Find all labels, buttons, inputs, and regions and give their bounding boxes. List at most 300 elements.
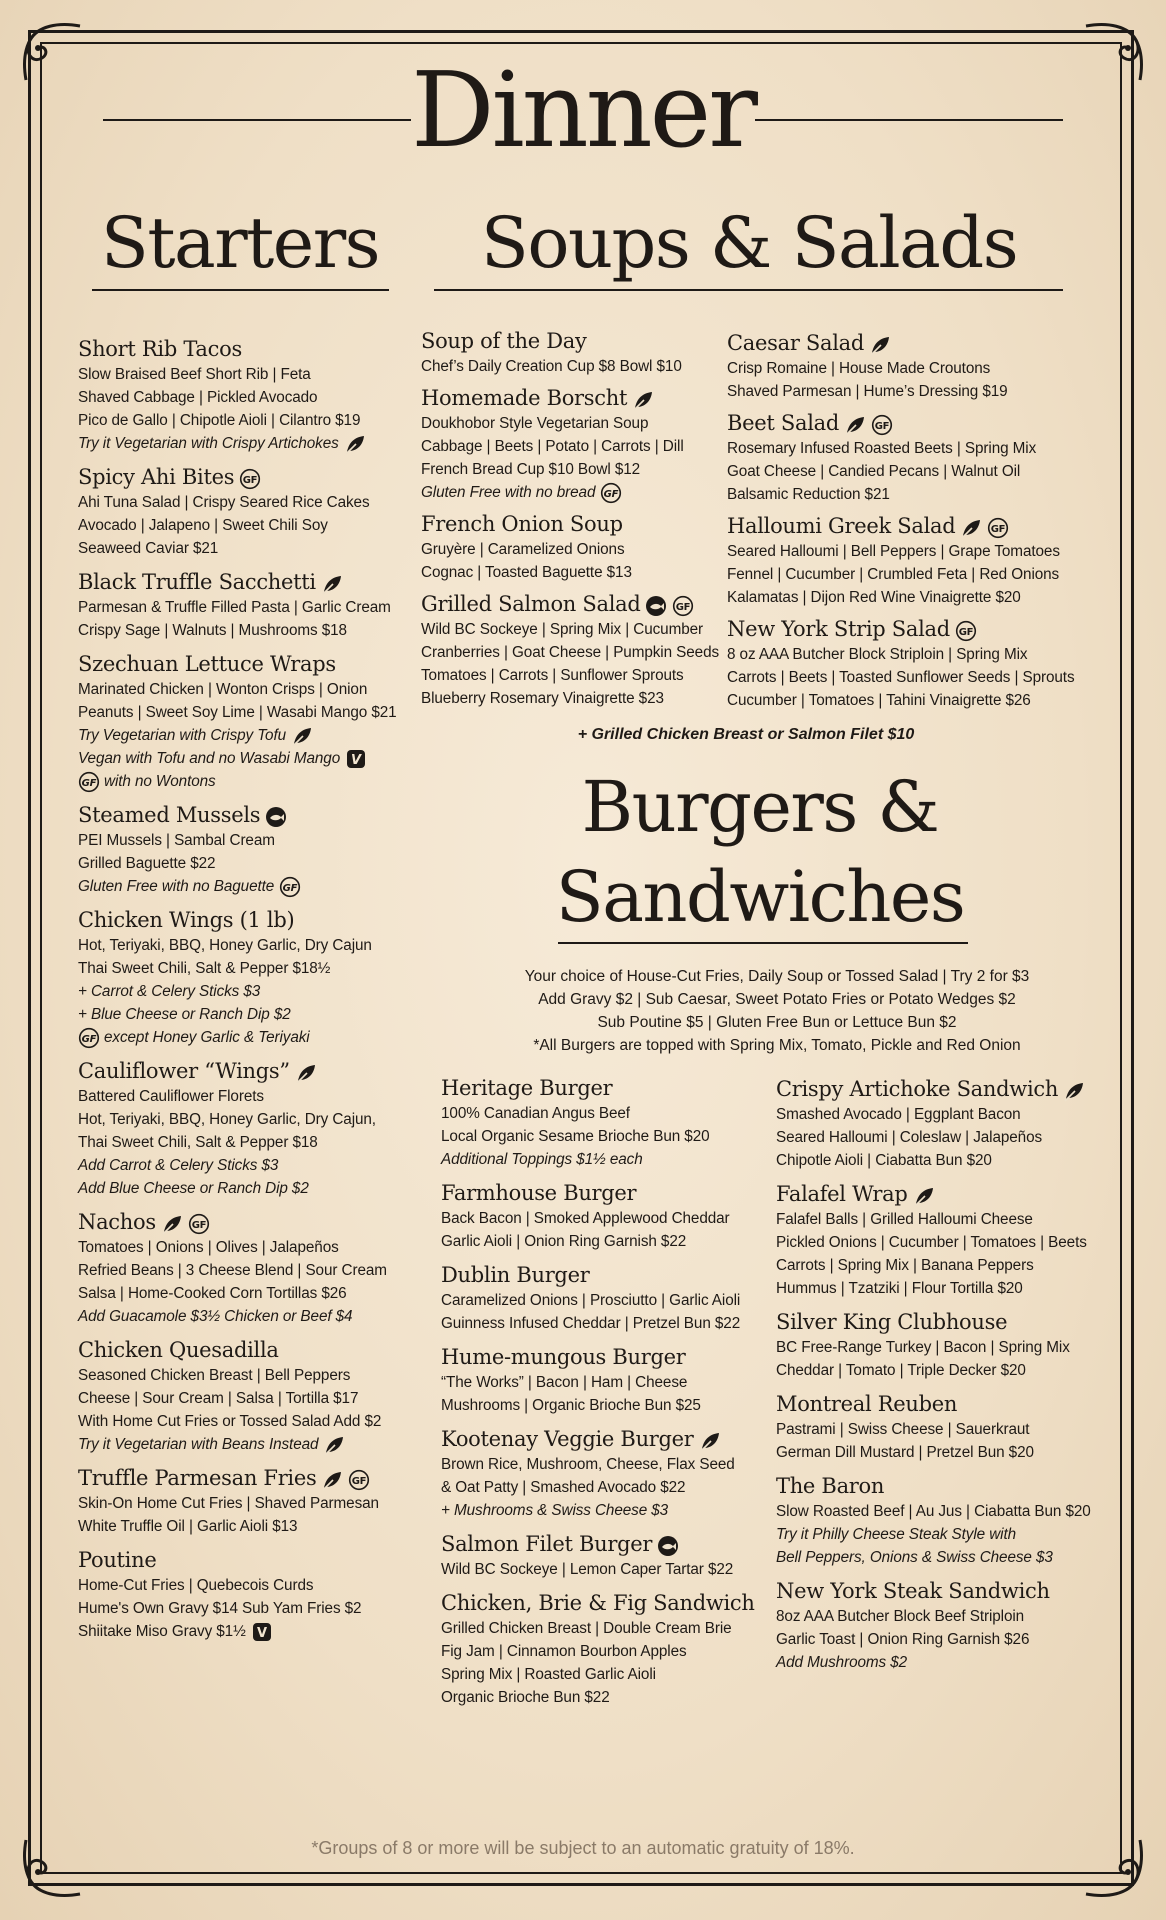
menu-item-name	[727, 410, 1072, 437]
menu-item-szechuan-lettuce-wraps	[78, 651, 408, 793]
menu-item-note	[78, 1026, 408, 1049]
gf-icon	[78, 1027, 100, 1049]
gf-icon	[239, 468, 261, 490]
menu-item-description	[727, 689, 1072, 712]
line-text: Crisp Romaine | House Made Croutons	[727, 360, 991, 377]
menu-item-name-text: Kootenay Veggie Burger	[441, 1427, 694, 1451]
line-text: Wild BC Sockeye | Lemon Caper Tartar $22	[441, 1561, 734, 1578]
menu-item-cauliflower-wings	[78, 1058, 408, 1200]
menu-item-name	[441, 1531, 771, 1558]
line-text: Hot, Teriyaki, BBQ, Honey Garlic, Dry Cajun	[78, 937, 372, 954]
burgers-note: Add Gravy $2 | Sub Caesar, Sweet Potato Fries or Potato Wedges $2	[538, 991, 1016, 1008]
menu-item-note	[78, 1154, 408, 1177]
menu-item-description	[421, 687, 721, 710]
menu-item-spicy-ahi-bites	[78, 464, 408, 560]
menu-item-name-text: Poutine	[78, 1548, 157, 1572]
svg-text:GF: GF	[282, 882, 298, 894]
menu-item-description	[421, 561, 721, 584]
menu-item-description	[776, 1103, 1116, 1126]
menu-item-halloumi-greek-salad	[727, 513, 1072, 609]
line-text: BC Free-Range Turkey | Bacon | Spring Mix	[776, 1339, 1070, 1356]
menu-item-short-rib-tacos	[78, 336, 408, 455]
svg-text:GF: GF	[243, 474, 258, 486]
menu-item-description	[78, 1259, 408, 1282]
line-text: Cabbage | Beets | Potato | Carrots | Dill	[421, 438, 684, 455]
starters-rule	[92, 289, 389, 291]
menu-item-description	[78, 1620, 408, 1643]
menu-item-description	[421, 458, 721, 481]
line-text: Additional Toppings $1½ each	[441, 1151, 643, 1168]
menu-title: Dinner	[411, 49, 755, 171]
menu-item-description	[727, 460, 1072, 483]
line-text: Organic Brioche Bun $22	[441, 1689, 610, 1706]
menu-item-description	[776, 1231, 1116, 1254]
menu-item-beet-salad	[727, 410, 1072, 506]
menu-item-description	[78, 1515, 408, 1538]
menu-item-black-truffle-sacchetti	[78, 569, 408, 642]
menu-item-description	[421, 538, 721, 561]
seafood-icon	[645, 595, 667, 617]
menu-item-grilled-salmon-salad	[421, 591, 721, 710]
starters-heading: Starters	[100, 202, 380, 284]
menu-item-dublin-burger	[441, 1262, 771, 1335]
menu-item-description	[441, 1476, 771, 1499]
menu-item-name	[441, 1075, 771, 1102]
title-rule-right	[755, 119, 1063, 121]
menu-item-name-text: Chicken Quesadilla	[78, 1338, 279, 1362]
line-text: Smashed Avocado | Eggplant Bacon	[776, 1106, 1021, 1123]
menu-item-description	[421, 435, 721, 458]
line-text: Pickled Onions | Cucumber | Tomatoes | Beets	[776, 1234, 1087, 1251]
svg-text:GF: GF	[991, 523, 1006, 535]
line-text: Gluten Free with no Baguette	[78, 878, 275, 895]
menu-item-description	[441, 1230, 771, 1253]
menu-item-name-text: Farmhouse Burger	[441, 1181, 637, 1205]
menu-item-name	[421, 328, 721, 355]
line-text: Rosemary Infused Roasted Beets | Spring Mix	[727, 440, 1037, 457]
menu-item-name-text: Silver King Clubhouse	[776, 1310, 1008, 1334]
leaf-icon	[869, 334, 891, 356]
menu-item-steamed-mussels	[78, 802, 408, 898]
menu-item-name	[776, 1309, 1116, 1336]
menu-item-nachos	[78, 1209, 408, 1328]
menu-item-description	[78, 363, 408, 386]
menu-item-description	[441, 1640, 771, 1663]
menu-item-description	[421, 664, 721, 687]
menu-item-description	[727, 666, 1075, 689]
line-text: White Truffle Oil | Garlic Aioli $13	[78, 1518, 298, 1535]
menu-item-note	[776, 1546, 1116, 1569]
gf-icon	[871, 414, 893, 436]
menu-item-note	[441, 1499, 771, 1522]
leaf-icon	[323, 1434, 345, 1456]
menu-item-name-text: Chicken, Brie & Fig Sandwich	[441, 1591, 755, 1615]
line-text: German Dill Mustard | Pretzel Bun $20	[776, 1444, 1034, 1461]
menu-item-description	[441, 1289, 771, 1312]
seafood-icon	[657, 1535, 679, 1557]
line-text: Seasoned Chicken Breast | Bell Peppers	[78, 1367, 351, 1384]
menu-item-name	[78, 1058, 408, 1085]
menu-item-name-text: The Baron	[776, 1474, 885, 1498]
menu-item-name-text: New York Strip Salad	[727, 617, 950, 641]
line-text: Spring Mix | Roasted Garlic Aioli	[441, 1666, 656, 1683]
line-text: Try it Vegetarian with Crispy Artichokes	[78, 435, 339, 452]
burgers-notes	[440, 965, 1114, 1057]
line-text: Garlic Aioli | Onion Ring Garnish $22	[441, 1233, 687, 1250]
burgers-right-column	[776, 1076, 1116, 1683]
line-text: Chef’s Daily Creation Cup $8 Bowl $10	[421, 358, 682, 375]
menu-item-description	[441, 1394, 771, 1417]
line-text: Cucumber | Tomatoes | Tahini Vinaigrette $26	[727, 692, 1031, 709]
line-text: & Oat Patty | Smashed Avocado $22	[441, 1479, 686, 1496]
menu-item-description	[776, 1359, 1116, 1382]
menu-item-description	[727, 483, 1072, 506]
menu-item-description	[776, 1500, 1116, 1523]
menu-item-name	[78, 1547, 408, 1574]
menu-item-name	[441, 1262, 771, 1289]
menu-item-silver-king-clubhouse	[776, 1309, 1116, 1382]
menu-item-description	[776, 1418, 1116, 1441]
menu-item-description	[78, 619, 408, 642]
line-text: Cranberries | Goat Cheese | Pumpkin Seeds	[421, 644, 720, 661]
leaf-icon	[960, 517, 982, 539]
line-text: Goat Cheese | Candied Pecans | Walnut Oil	[727, 463, 1021, 480]
line-text: Hume's Own Gravy $14 Sub Yam Fries $2	[78, 1600, 362, 1617]
soups-salads-rule	[434, 289, 1063, 291]
line-text: Peanuts | Sweet Soy Lime | Wasabi Mango $21	[78, 704, 397, 721]
menu-item-truffle-parmesan-fries	[78, 1465, 408, 1538]
line-text: Try Vegetarian with Crispy Tofu	[78, 727, 287, 744]
line-text: Chipotle Aioli | Ciabatta Bun $20	[776, 1152, 992, 1169]
line-text: Falafel Balls | Grilled Halloumi Cheese	[776, 1211, 1033, 1228]
line-text: With Home Cut Fries or Tossed Salad Add $2	[78, 1413, 382, 1430]
line-text: Pastrami | Swiss Cheese | Sauerkraut	[776, 1421, 1030, 1438]
line-text: Gruyère | Caramelized Onions	[421, 541, 625, 558]
line-text: + Mushrooms & Swiss Cheese $3	[441, 1502, 669, 1519]
menu-item-description	[78, 1597, 408, 1620]
menu-item-description	[776, 1628, 1116, 1651]
line-text: Seared Halloumi | Bell Peppers | Grape Tomatoes	[727, 543, 1060, 560]
line-text: Ahi Tuna Salad | Crispy Seared Rice Cakes	[78, 494, 370, 511]
menu-item-heritage-burger	[441, 1075, 771, 1171]
line-text: Kalamatas | Dijon Red Wine Vinaigrette $20	[727, 589, 1021, 606]
line-text: Seaweed Caviar $21	[78, 540, 219, 557]
menu-item-description	[441, 1102, 771, 1125]
menu-item-description	[727, 540, 1072, 563]
menu-item-name	[421, 385, 721, 412]
line-text: Caramelized Onions | Prosciutto | Garlic Aioli	[441, 1292, 741, 1309]
line-text: French Bread Cup $10 Bowl $12	[421, 461, 641, 478]
menu-item-name	[78, 1465, 408, 1492]
line-text: Hummus | Tzatziki | Flour Tortilla $20	[776, 1280, 1023, 1297]
menu-item-description	[441, 1686, 771, 1709]
menu-item-description	[776, 1605, 1116, 1628]
line-text: Avocado | Jalapeno | Sweet Chili Soy	[78, 517, 328, 534]
menu-item-description	[776, 1126, 1116, 1149]
salads-right-column	[727, 330, 1075, 719]
menu-item-note	[776, 1523, 1116, 1546]
menu-item-name	[727, 616, 1072, 643]
svg-text:V: V	[256, 1625, 267, 1641]
menu-item-name	[421, 591, 721, 618]
line-text: Add Mushrooms $2	[776, 1654, 908, 1671]
menu-item-name	[78, 1209, 408, 1236]
menu-item-description	[78, 537, 408, 560]
menu-item-crispy-artichoke-sandwich	[776, 1076, 1116, 1172]
menu-item-name	[776, 1391, 1116, 1418]
menu-item-note	[78, 1003, 408, 1026]
leaf-icon	[291, 725, 313, 747]
svg-text:GF: GF	[676, 601, 691, 613]
leaf-icon	[632, 389, 654, 411]
line-text: Thai Sweet Chili, Salt & Pepper $18½	[78, 960, 331, 977]
menu-item-name	[78, 336, 408, 363]
menu-item-description	[776, 1149, 1116, 1172]
menu-item-description	[78, 1410, 408, 1433]
line-text: Add Blue Cheese or Ranch Dip $2	[78, 1180, 309, 1197]
menu-item-chicken-brie-fig-sandwich	[441, 1590, 771, 1709]
menu-item-name-text: Crispy Artichoke Sandwich	[776, 1077, 1059, 1101]
menu-item-name-text: Szechuan Lettuce Wraps	[78, 652, 336, 676]
menu-item-name-text: Falafel Wrap	[776, 1182, 908, 1206]
line-text: Carrots | Beets | Toasted Sunflower Seeds | Sprouts	[727, 669, 1075, 686]
line-text: Try it Vegetarian with Beans Instead	[78, 1436, 319, 1453]
menu-item-description	[727, 357, 1072, 380]
menu-item-name-text: Dublin Burger	[441, 1263, 590, 1287]
burgers-rule	[558, 942, 968, 944]
menu-item-description	[78, 514, 408, 537]
line-text: Grilled Baguette $22	[78, 855, 216, 872]
line-text: Cheese | Sour Cream | Salsa | Tortilla $17	[78, 1390, 359, 1407]
menu-item-note	[776, 1651, 1116, 1674]
leaf-icon	[844, 414, 866, 436]
line-text: Add Carrot & Celery Sticks $3	[78, 1157, 279, 1174]
line-text: Local Organic Sesame Brioche Bun $20	[441, 1128, 710, 1145]
menu-item-note	[78, 1177, 408, 1200]
menu-item-name-text: Short Rib Tacos	[78, 337, 242, 361]
svg-text:GF: GF	[191, 1219, 207, 1231]
svg-text:GF: GF	[874, 420, 890, 432]
line-text: Thai Sweet Chili, Salt & Pepper $18	[78, 1134, 318, 1151]
menu-item-note	[441, 1148, 771, 1171]
menu-item-description	[441, 1371, 771, 1394]
line-text: 8 oz AAA Butcher Block Striploin | Spring Mix	[727, 646, 1028, 663]
menu-item-description	[421, 641, 721, 664]
starters-column	[78, 336, 408, 1652]
menu-item-description	[78, 386, 408, 409]
line-text: Cognac | Toasted Baguette $13	[421, 564, 632, 581]
vegan-icon	[345, 748, 367, 770]
menu-item-description	[78, 1574, 408, 1597]
menu-item-name	[78, 1337, 408, 1364]
menu-item-note	[78, 875, 408, 898]
line-text: Mushrooms | Organic Brioche Bun $25	[441, 1397, 701, 1414]
line-text: except Honey Garlic & Teriyaki	[104, 1029, 310, 1046]
line-text: 8oz AAA Butcher Block Beef Striploin	[776, 1608, 1025, 1625]
line-text: Shiitake Miso Gravy $1½	[78, 1623, 246, 1640]
menu-item-kootenay-veggie-burger	[441, 1426, 771, 1522]
burgers-note: *All Burgers are topped with Spring Mix, Tomato, Pickle and Red Onion	[533, 1037, 1021, 1054]
menu-item-description	[727, 380, 1072, 403]
menu-item-description	[421, 412, 721, 435]
menu-item-note	[78, 1433, 408, 1456]
menu-item-name-text: New York Steak Sandwich	[776, 1579, 1050, 1603]
menu-item-name-text: Soup of the Day	[421, 329, 587, 353]
leaf-icon	[1063, 1080, 1085, 1102]
menu-item-description	[78, 1085, 408, 1108]
burgers-note: Your choice of House-Cut Fries, Daily Soup or Tossed Salad | Try 2 for $3	[524, 968, 1030, 985]
menu-item-description	[78, 1236, 408, 1259]
menu-item-name	[441, 1590, 771, 1617]
menu-item-name	[78, 651, 408, 678]
menu-item-note	[78, 747, 408, 770]
menu-item-soup-of-the-day	[421, 328, 721, 378]
gf-icon	[348, 1469, 370, 1491]
menu-item-description	[776, 1208, 1116, 1231]
menu-item-name-text: Black Truffle Sacchetti	[78, 570, 316, 594]
menu-item-description	[78, 1282, 408, 1305]
svg-text:GF: GF	[958, 626, 974, 638]
menu-item-falafel-wrap	[776, 1181, 1116, 1300]
burgers-heading-line2: Sandwiches	[555, 856, 965, 938]
soups-left-column	[421, 328, 721, 717]
leaf-icon	[295, 1062, 317, 1084]
menu-item-name-text: Nachos	[78, 1210, 156, 1234]
leaf-icon	[913, 1185, 935, 1207]
gf-icon	[672, 595, 694, 617]
leaf-icon	[344, 433, 366, 455]
line-text: Back Bacon | Smoked Applewood Cheddar	[441, 1210, 730, 1227]
menu-item-name	[776, 1578, 1116, 1605]
menu-item-name-text: Caesar Salad	[727, 331, 865, 355]
menu-item-name	[78, 802, 408, 829]
line-text: Cheddar | Tomato | Triple Decker $20	[776, 1362, 1026, 1379]
menu-item-name	[776, 1181, 1116, 1208]
line-text: Shaved Parmesan | Hume’s Dressing $19	[727, 383, 1008, 400]
menu-item-description	[78, 934, 408, 957]
menu-item-description	[78, 829, 408, 852]
menu-item-description	[727, 643, 1072, 666]
menu-item-description	[78, 957, 408, 980]
menu-item-name-text: Heritage Burger	[441, 1076, 613, 1100]
menu-item-chicken-wings-1-lb	[78, 907, 408, 1049]
menu-item-farmhouse-burger	[441, 1180, 771, 1253]
menu-item-description	[441, 1125, 771, 1148]
menu-item-name-text: Cauliflower “Wings”	[78, 1059, 290, 1083]
burgers-left-column	[441, 1075, 771, 1718]
menu-item-description	[727, 437, 1072, 460]
leaf-icon	[321, 573, 343, 595]
salad-protein-addon: + Grilled Chicken Breast or Salmon Filet $10	[577, 726, 915, 743]
menu-item-name	[441, 1180, 771, 1207]
soups-salads-heading: Soups & Salads	[480, 202, 1018, 284]
menu-item-hume-mungous-burger	[441, 1344, 771, 1417]
burgers-heading-line1: Burgers &	[581, 766, 939, 848]
line-text: Crispy Sage | Walnuts | Mushrooms $18	[78, 622, 347, 639]
menu-item-description	[78, 678, 408, 701]
menu-item-description	[78, 409, 408, 432]
menu-item-name	[441, 1344, 771, 1371]
menu-item-description	[78, 1492, 408, 1515]
menu-item-description	[78, 701, 408, 724]
line-text: PEI Mussels | Sambal Cream	[78, 832, 275, 849]
line-text: Wild BC Sockeye | Spring Mix | Cucumber	[421, 621, 704, 638]
menu-item-note	[78, 770, 408, 793]
menu-item-description	[441, 1453, 771, 1476]
menu-item-description	[421, 355, 721, 378]
line-text: Pico de Gallo | Chipotle Aioli | Cilantro $19	[78, 412, 361, 429]
leaf-icon	[321, 1469, 343, 1491]
line-text: Seared Halloumi | Coleslaw | Jalapeños	[776, 1129, 1043, 1146]
menu-item-the-baron	[776, 1473, 1116, 1569]
burgers-note: Sub Poutine $5 | Gluten Free Bun or Lettuce Bun $2	[597, 1014, 957, 1031]
menu-item-name	[78, 464, 408, 491]
menu-item-name	[727, 513, 1072, 540]
gf-icon	[279, 876, 301, 898]
gf-icon	[600, 482, 622, 504]
line-text: Vegan with Tofu and no Wasabi Mango	[78, 750, 341, 767]
line-text: Parmesan & Truffle Filled Pasta | Garlic Cream	[78, 599, 391, 616]
menu-item-name-text: Halloumi Greek Salad	[727, 514, 956, 538]
menu-item-name	[78, 569, 408, 596]
line-text: Refried Beans | 3 Cheese Blend | Sour Cream	[78, 1262, 387, 1279]
line-text: Brown Rice, Mushroom, Cheese, Flax Seed	[441, 1456, 735, 1473]
menu-item-new-york-steak-sandwich	[776, 1578, 1116, 1674]
menu-item-note	[78, 980, 408, 1003]
line-text: Slow Roasted Beef | Au Jus | Ciabatta Bun $20	[776, 1503, 1091, 1520]
line-text: Salsa | Home-Cooked Corn Tortillas $26	[78, 1285, 347, 1302]
svg-text:GF: GF	[352, 1475, 367, 1487]
line-text: Gluten Free with no bread	[421, 484, 596, 501]
menu-item-new-york-strip-salad	[727, 616, 1075, 712]
menu-item-description	[78, 1387, 408, 1410]
menu-item-description	[78, 491, 408, 514]
gf-icon	[955, 620, 977, 642]
line-text: Grilled Chicken Breast | Double Cream Brie	[441, 1620, 732, 1637]
menu-item-description	[776, 1254, 1116, 1277]
menu-item-name	[421, 511, 721, 538]
menu-item-name	[78, 907, 408, 934]
vegan-icon	[251, 1621, 273, 1643]
line-text: with no Wontons	[104, 773, 216, 790]
menu-item-salmon-filet-burger	[441, 1531, 771, 1581]
gf-icon	[987, 517, 1009, 539]
menu-item-name-text: Spicy Ahi Bites	[78, 465, 235, 489]
line-text: Hot, Teriyaki, BBQ, Honey Garlic, Dry Cajun,	[78, 1111, 376, 1128]
menu-item-description	[776, 1277, 1116, 1300]
menu-item-note	[78, 1305, 408, 1328]
menu-item-name-text: Chicken Wings (1 lb)	[78, 908, 295, 932]
menu-item-description	[421, 618, 721, 641]
line-text: “The Works” | Bacon | Ham | Cheese	[441, 1374, 688, 1391]
menu-item-montreal-reuben	[776, 1391, 1116, 1464]
menu-item-name	[727, 330, 1072, 357]
svg-text:GF: GF	[81, 1033, 97, 1045]
line-text: Tomatoes | Carrots | Sunflower Sprouts	[421, 667, 684, 684]
menu-item-description	[78, 1364, 408, 1387]
menu-item-name-text: Homemade Borscht	[421, 386, 628, 410]
line-text: Fig Jam | Cinnamon Bourbon Apples	[441, 1643, 687, 1660]
menu-item-name-text: Beet Salad	[727, 411, 839, 435]
line-text: + Blue Cheese or Ranch Dip $2	[78, 1006, 291, 1023]
menu-item-poutine	[78, 1547, 408, 1643]
line-text: Fennel | Cucumber | Crumbled Feta | Red Onions	[727, 566, 1060, 583]
line-text: Slow Braised Beef Short Rib | Feta	[78, 366, 311, 383]
menu-item-note	[78, 724, 408, 747]
menu-item-name-text: French Onion Soup	[421, 512, 623, 536]
menu-item-name-text: Hume-mungous Burger	[441, 1345, 686, 1369]
menu-item-name-text: Salmon Filet Burger	[441, 1532, 653, 1556]
